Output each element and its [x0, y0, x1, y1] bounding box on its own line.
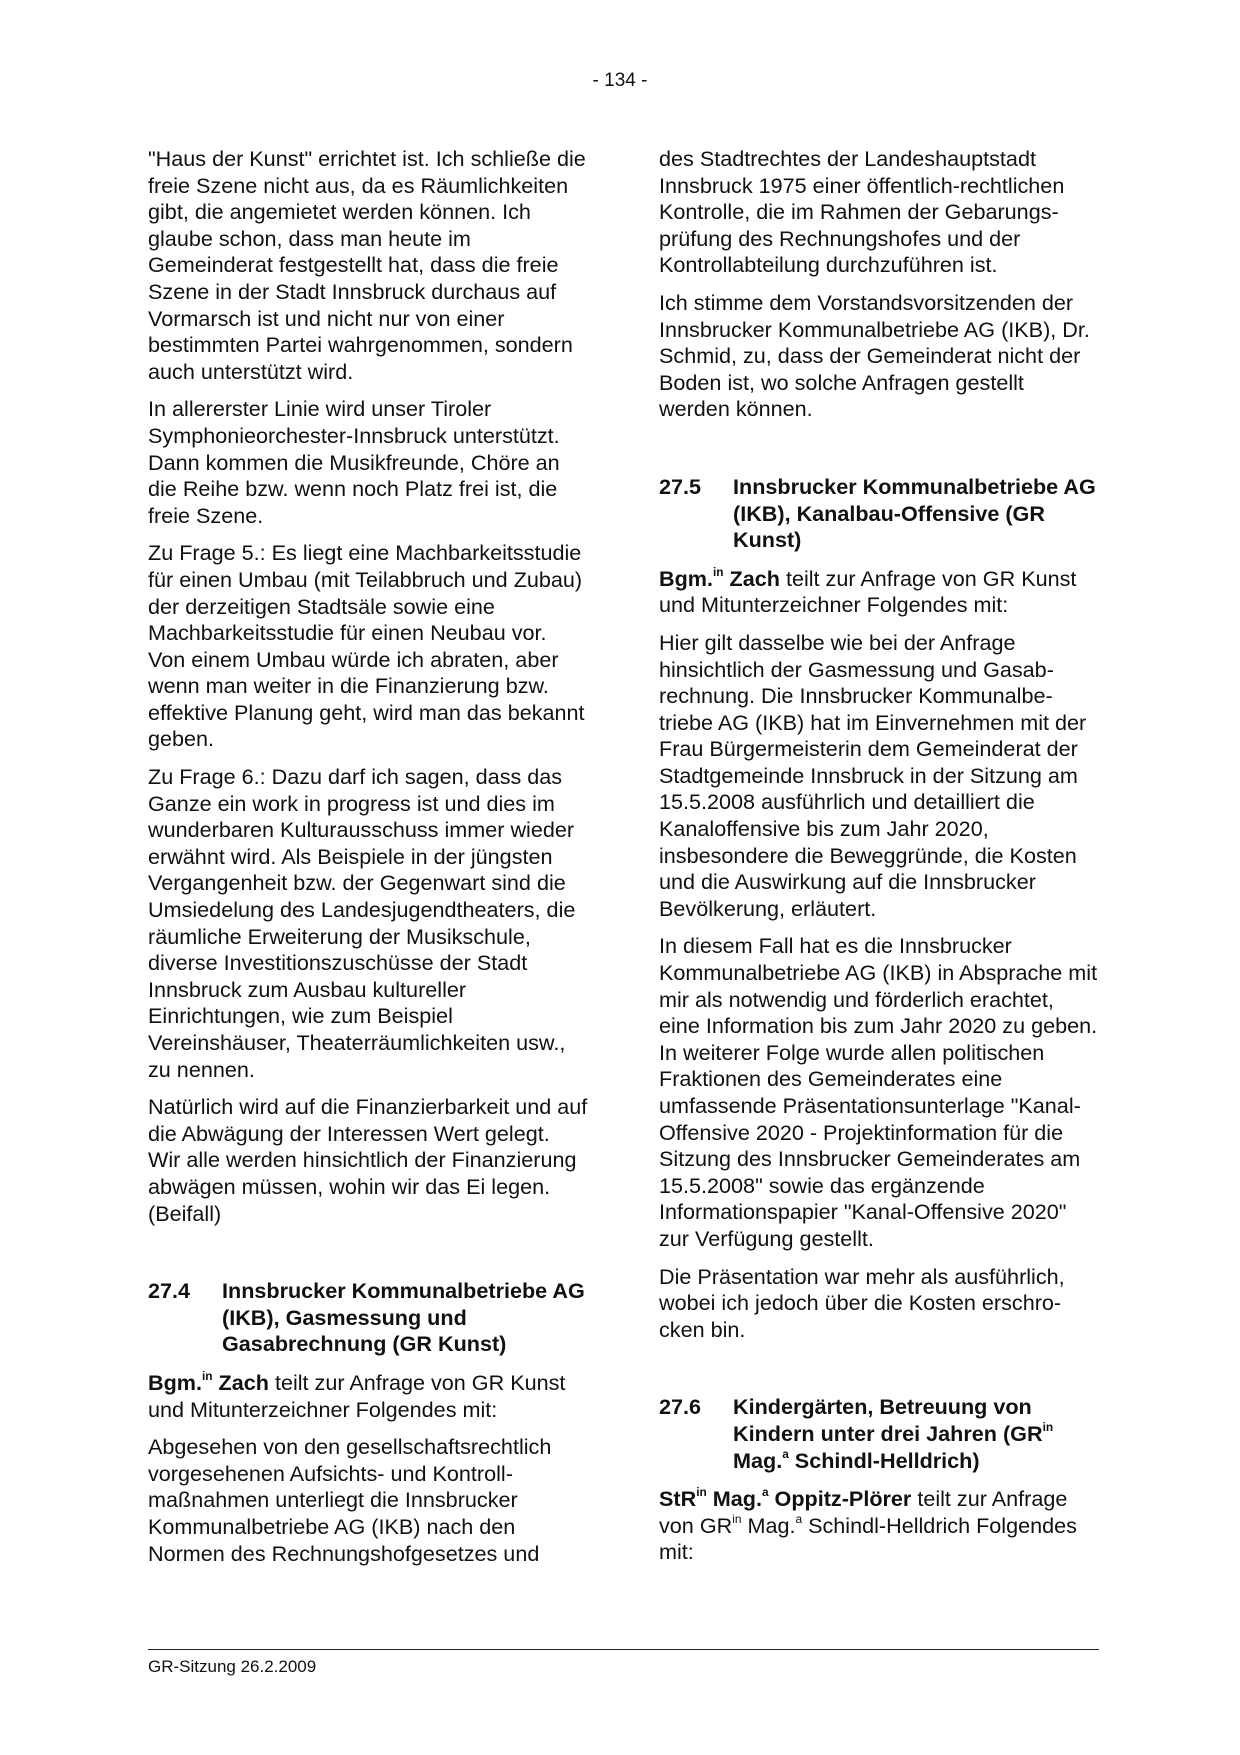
page-number: - 134 -	[592, 70, 648, 91]
paragraph: Natürlich wird auf die Finanzierbarkeit und auf die Abwägung der Interessen Wert gelegt. Wir alle werden hinsichtlich der Finanzierung abwägen müssen, wohin wir das Ei legen. (Beifall)	[148, 1094, 588, 1226]
section-heading-27-4	[148, 1278, 588, 1358]
speaker-title: Bgm.	[659, 565, 713, 591]
section-number: 27.4	[148, 1278, 191, 1304]
speaker-title: StR	[659, 1486, 697, 1512]
section-title: Kindergärten, Betreuung von Kindern unter drei Jahren ($GR^{in}$ Mag.$^a$ Schindl-Helldrich)	[733, 1394, 1054, 1473]
speaker-title-sup: in	[201, 1368, 213, 1383]
section-number: 27.6	[659, 1394, 702, 1420]
paragraph: "Haus der Kunst" errichtet ist. Ich schließe die freie Szene nicht aus, da es Räumlichkeiten gibt, die angemietet werden können. Ich glaube schon, dass man heute im Gemeinderat festgestellt hat, dass die freie Szene in der Stadt Innsbruck durchaus auf Vormarsch ist und nicht nur von einer bestimmten Partei wahrgenommen, sondern auch unterstützt wird.	[148, 146, 586, 384]
paragraph: Ich stimme dem Vorstandsvorsitzenden der Innsbrucker Kommunalbetriebe AG (IKB), Dr. Schmid, zu, dass der Gemeinderat nicht der Boden ist, wo solche Anfragen gestellt werden können.	[659, 289, 1090, 422]
section-heading-27-5	[659, 474, 1099, 554]
speaker-text: teilt zur Anfrage von GR Kunst und Mitunterzeichner Folgendes mit:	[148, 1369, 566, 1422]
paragraph: des Stadtrechtes der Landeshauptstadt Innsbruck 1975 einer öffentlich-rechtlichen Kontrolle, die im Rahmen der Gebarungsprüfung des Rechnungshofes und der Kontrollabteilung durchzuführen ist.	[659, 146, 1065, 278]
speaker-title: Bgm.	[148, 1369, 202, 1395]
section-number: 27.5	[659, 473, 702, 499]
paragraph: Die Präsentation war mehr als ausführlich, wobei ich jedoch über die Kosten erschrocken bin.	[659, 1263, 1065, 1342]
section-title: Innsbrucker Kommunalbetriebe AG (IKB), Gasmessung und Gasabrechnung (GR Kunst)	[222, 1278, 585, 1357]
paragraph: In diesem Fall hat es die Innsbrucker Kommunalbetriebe AG (IKB) in Absprache mit mir als notwendig und förderlich erachtet, eine Information bis zum Jahr 2020 zu geben. In weiterer Folge wurde allen politischen Fraktionen des Gemeinderates eine umfassende Präsentationsunterlage "Kanal-Offensive 2020 - Projektinformation für die Sitzung des Innsbrucker Gemeinderates am 15.5.2008" sowie das ergänzende Informationspapier "Kanal-Offensive 2020" zur Verfügung gestellt.	[659, 933, 1098, 1251]
section-title: Innsbrucker Kommunalbetriebe AG (IKB), Kanalbau-Offensive (GR Kunst)	[733, 473, 1096, 553]
paragraph: Abgesehen von den gesellschaftsrechtlich vorgesehenen Aufsichts- und Kontrollmaßnahmen unterliegt die Innsbrucker Kommunalbetriebe AG (IKB) nach den Normen des Rechnungshofgesetzes und	[148, 1434, 552, 1566]
paragraph: Zu Frage 6.: Dazu darf ich sagen, dass das Ganze ein work in progress ist und dies im wunderbaren Kulturausschuss immer wieder erwähnt wird. Als Beispiele in der jüngsten Vergangenheit bzw. der Gegenwart sind die Umsiedelung des Landesjugendtheaters, die räumliche Erweiterung der Musikschule, diverse Investitionszuschüsse der Stadt Innsbruck zum Ausbau kultureller Einrichtungen, wie zum Beispiel Vereinshäuser, Theaterräumlichkeiten usw., zu nennen.	[148, 764, 576, 1082]
speaker-name: Zach	[218, 1369, 269, 1395]
right-column	[659, 146, 1099, 1577]
speaker-line	[659, 566, 1099, 619]
paragraph: In allererster Linie wird unser Tiroler Symphonieorchester-Innsbruck unterstützt. Dann kommen die Musikfreunde, Chöre an die Reihe bzw. wenn noch Platz frei ist, die freie Szene.	[148, 396, 560, 528]
speaker-name: Oppitz-Plörer	[768, 1486, 912, 1512]
speaker-title-sup: in	[712, 564, 724, 579]
paragraph: Hier gilt dasselbe wie bei der Anfrage hinsichtlich der Gasmessung und Gasabrechnung. Die Innsbrucker Kommunalbetriebe AG (IKB) hat im Einvernehmen mit der Frau Bürgermeisterin dem Gemeinderat der Stadtgemeinde Innsbruck in der Sitzung am 15.5.2008 ausführlich und detailliert die Kanaloffensive bis zum Jahr 2020, insbesondere die Beweggründe, die Kosten und die Auswirkung auf die Innsbrucker Bevölkerung, erläutert.	[659, 629, 1087, 921]
footer-text: GR-Sitzung 26.2.2009	[148, 1657, 317, 1676]
paragraph: Zu Frage 5.: Es liegt eine Machbarkeitsstudie für einen Umbau (mit Teilabbruch und Zubau) der derzeitigen Stadtsäle sowie eine Machbarkeitsstudie für einen Neubau vor. Von einem Umbau würde ich abraten, aber wenn man weiter in die Finanzierung bzw. effektive Planung geht, wird man das bekannt geben.	[148, 540, 585, 752]
footer-divider	[148, 1649, 1099, 1650]
speaker-line: StR$^{in}$ Mag.$^a$ Oppitz-Plörer teilt zur Anfrage von $GR^{in}$ Mag.$^a$ Schindl-Helldrich Folgendes mit:	[659, 1485, 1077, 1565]
speaker-line	[148, 1370, 588, 1423]
speaker-text: teilt zur Anfrage von GR Kunst und Mitunterzeichner Folgendes mit:	[659, 565, 1077, 618]
speaker-name: Zach	[729, 565, 780, 591]
left-column	[148, 146, 588, 1578]
section-heading-27-6	[659, 1394, 1099, 1474]
